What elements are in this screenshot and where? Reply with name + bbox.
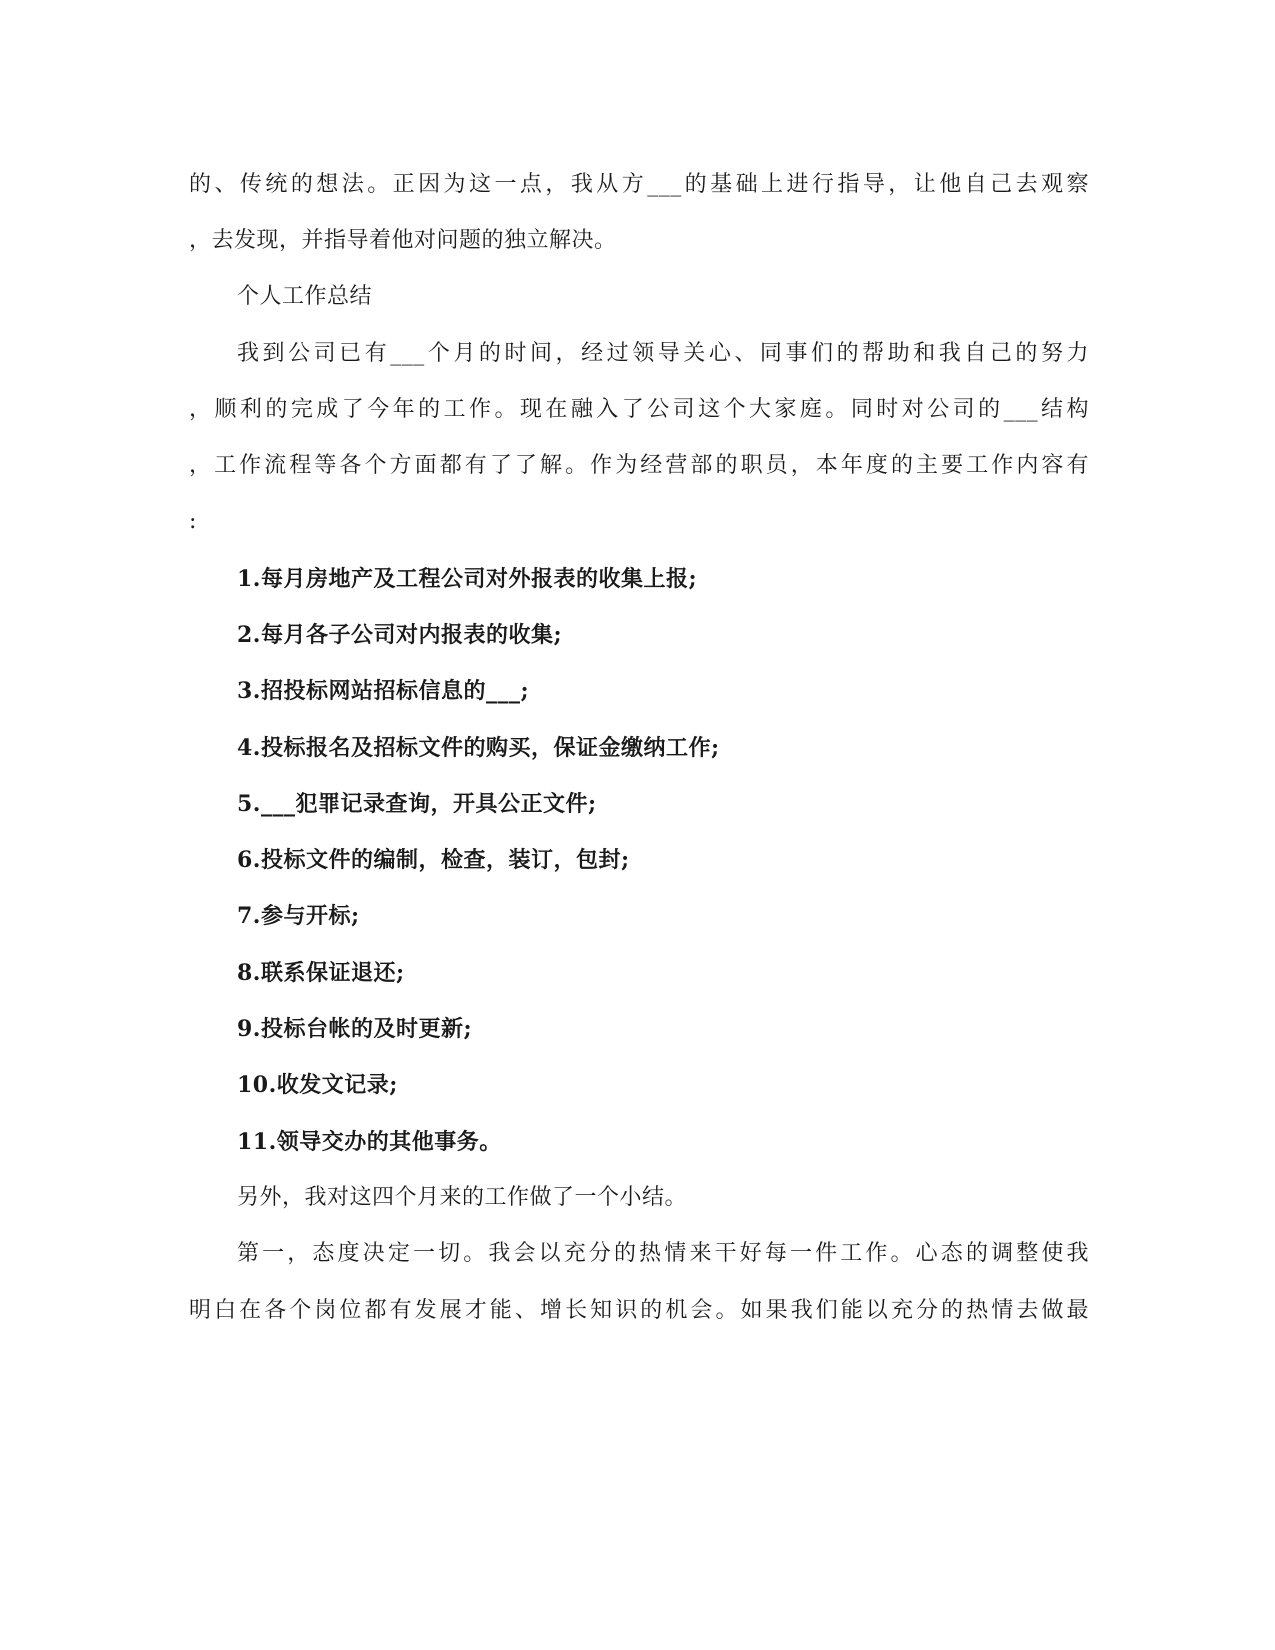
section-heading: 个人工作总结 (237, 284, 373, 309)
list-item: 2.每月各子公司对内报表的收集; (237, 622, 563, 648)
list-item: 9.投标台帐的及时更新; (237, 1016, 473, 1042)
list-item: 4.投标报名及招标文件的购买，保证金缴纳工作; (237, 735, 720, 761)
list-item: 3.招投标网站招标信息的___; (237, 678, 530, 704)
paragraph-line: ，去发现，并指导着他对问题的独立解决。 (189, 228, 617, 253)
paragraph-line: ，顺利的完成了今年的工作。现在融入了公司这个大家庭。同时对公司的___结构 (189, 397, 1089, 422)
paragraph-line: : (189, 509, 197, 534)
paragraph-line: 另外，我对这四个月来的工作做了一个小结。 (237, 1185, 688, 1210)
list-item: 10.收发文记录; (237, 1072, 398, 1098)
list-item: 7.参与开标; (237, 903, 360, 929)
paragraph-line: ，工作流程等各个方面都有了了解。作为经营部的职员，本年度的主要工作内容有 (189, 453, 1089, 478)
list-item: 5.___犯罪记录查询，开具公正文件; (237, 791, 597, 817)
list-item: 6.投标文件的编制，检查，装订，包封; (237, 847, 630, 873)
paragraph-line: 第一，态度决定一切。我会以充分的热情来干好每一件工作。心态的调整使我 (237, 1241, 1089, 1266)
paragraph-line: 的、传统的想法。正因为这一点，我从方___的基础上进行指导，让他自己去观察 (189, 172, 1089, 197)
paragraph-line: 我到公司已有___个月的时间，经过领导关心、同事们的帮助和我自己的努力 (237, 341, 1089, 366)
list-item: 11.领导交办的其他事务。 (237, 1129, 502, 1155)
list-item: 1.每月房地产及工程公司对外报表的收集上报; (237, 566, 698, 592)
paragraph-line: 明白在各个岗位都有发展才能、增长知识的机会。如果我们能以充分的热情去做最 (189, 1298, 1089, 1323)
list-item: 8.联系保证退还; (237, 960, 405, 986)
